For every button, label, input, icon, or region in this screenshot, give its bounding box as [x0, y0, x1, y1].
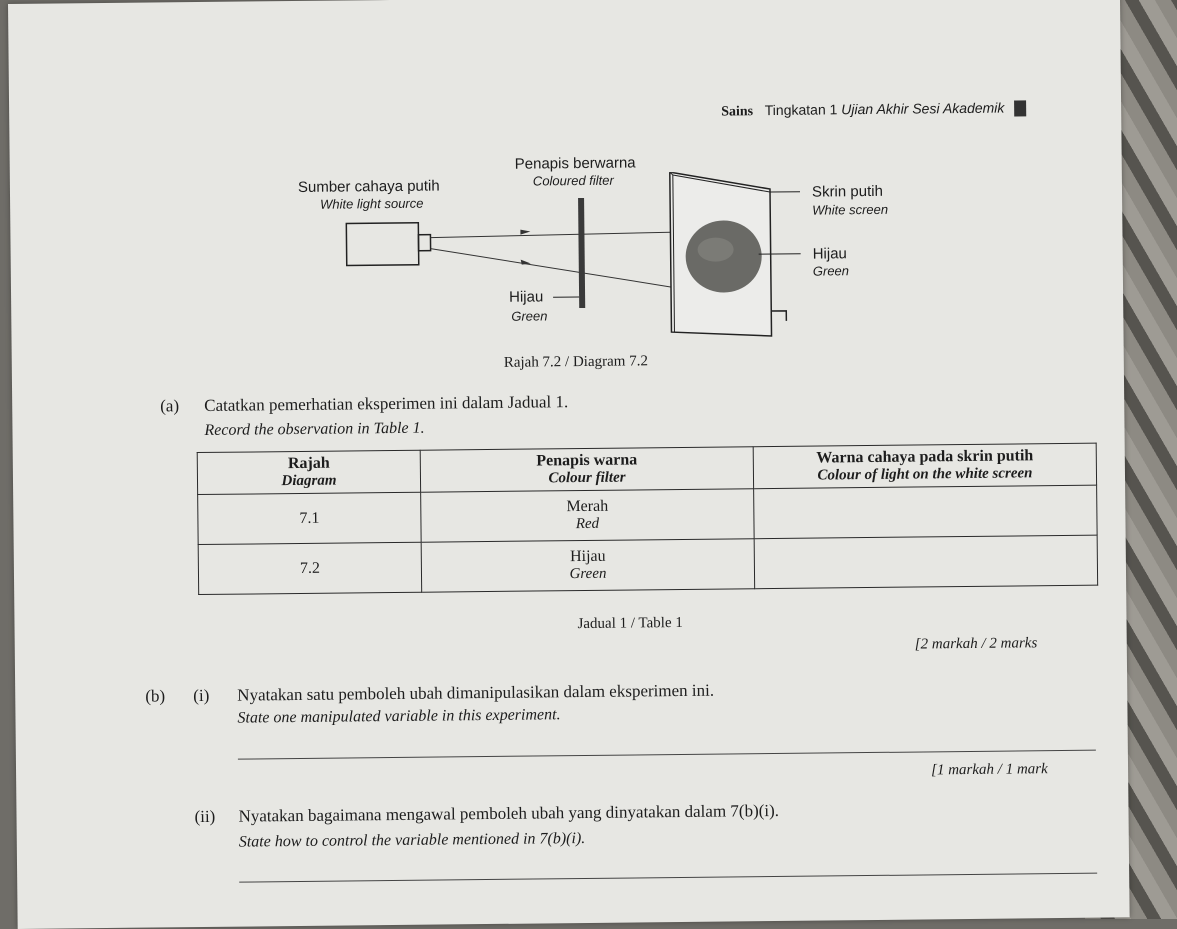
- light-ray-bottom: [431, 246, 683, 292]
- part-b-ii-question-ms: Nyatakan bagaimana mengawal pemboleh ubah yang dinyatakan dalam 7(b)(i).: [238, 801, 779, 827]
- part-b-ii-label: (ii): [194, 807, 215, 827]
- table-cell-answer[interactable]: [754, 485, 1098, 539]
- label-filter-colour-ms: Hijau: [509, 288, 543, 305]
- part-b-ii-question-en: State how to control the variable mentioned in 7(b)(i).: [239, 830, 586, 852]
- part-a-question-ms: Catatkan pemerhatian eksperimen ini dalam Jadual 1.: [204, 392, 568, 416]
- table-cell-answer[interactable]: [754, 535, 1098, 589]
- label-source-en: White light source: [320, 196, 423, 212]
- school-logo-icon: [1014, 101, 1026, 117]
- part-b-i-question-en: State one manipulated variable in this experiment.: [237, 706, 560, 727]
- part-b-label: (b): [145, 686, 165, 706]
- page-header: [721, 99, 1026, 120]
- table-header-cell: Warna cahaya pada skrin putih Colour of light on the white screen: [753, 443, 1096, 489]
- coloured-filter: [578, 198, 585, 308]
- answer-line-b-i[interactable]: [238, 750, 1096, 760]
- label-spot-en: Green: [813, 263, 849, 278]
- light-ray-top: [430, 232, 682, 238]
- leader-spot: [759, 254, 802, 255]
- table-row: [198, 535, 1097, 594]
- table-cell-filter: Merah Red: [421, 489, 755, 542]
- table-cell-filter: Hijau Green: [421, 539, 755, 592]
- label-filter-colour-en: Green: [511, 308, 547, 323]
- diagram-caption: Rajah 7.2 / Diagram 7.2: [504, 353, 648, 372]
- header-subject: Sains: [721, 104, 753, 119]
- part-b-i-question-ms: Nyatakan satu pemboleh ubah dimanipulasikan dalam eksperimen ini.: [237, 681, 714, 706]
- part-a-label: (a): [160, 396, 179, 416]
- light-source-box: [346, 223, 418, 266]
- observation-table: [197, 443, 1098, 595]
- label-spot-ms: Hijau: [813, 245, 847, 262]
- label-source-ms: Sumber cahaya putih: [298, 177, 440, 195]
- part-b-i-marks: [1 markah / 1 mark: [931, 761, 1048, 779]
- label-screen-ms: Skrin putih: [812, 183, 883, 201]
- part-a-marks: [2 markah / 2 marks: [915, 635, 1038, 653]
- table-header-cell: Rajah Diagram: [197, 450, 420, 494]
- table-header-cell: Penapis warna Colour filter: [420, 447, 753, 492]
- header-exam: Ujian Akhir Sesi Akademik: [841, 100, 1004, 118]
- table-cell-diagram: 7.2: [198, 542, 422, 594]
- header-level: Tingkatan 1: [765, 101, 838, 118]
- part-b-i-label: (i): [193, 686, 209, 706]
- light-source-lens: [418, 235, 430, 251]
- label-filter-en: Coloured filter: [533, 173, 614, 189]
- part-a-question-en: Record the observation in Table 1.: [204, 420, 424, 440]
- arrow-head-top: [520, 230, 530, 235]
- exam-page: [8, 0, 1130, 929]
- table-cell-diagram: 7.1: [198, 492, 422, 544]
- table-caption: Jadual 1 / Table 1: [577, 615, 683, 633]
- label-filter-ms: Penapis berwarna: [515, 154, 636, 172]
- label-screen-en: White screen: [812, 202, 888, 218]
- answer-line-b-ii[interactable]: [239, 873, 1097, 883]
- screen-stand: [771, 311, 786, 321]
